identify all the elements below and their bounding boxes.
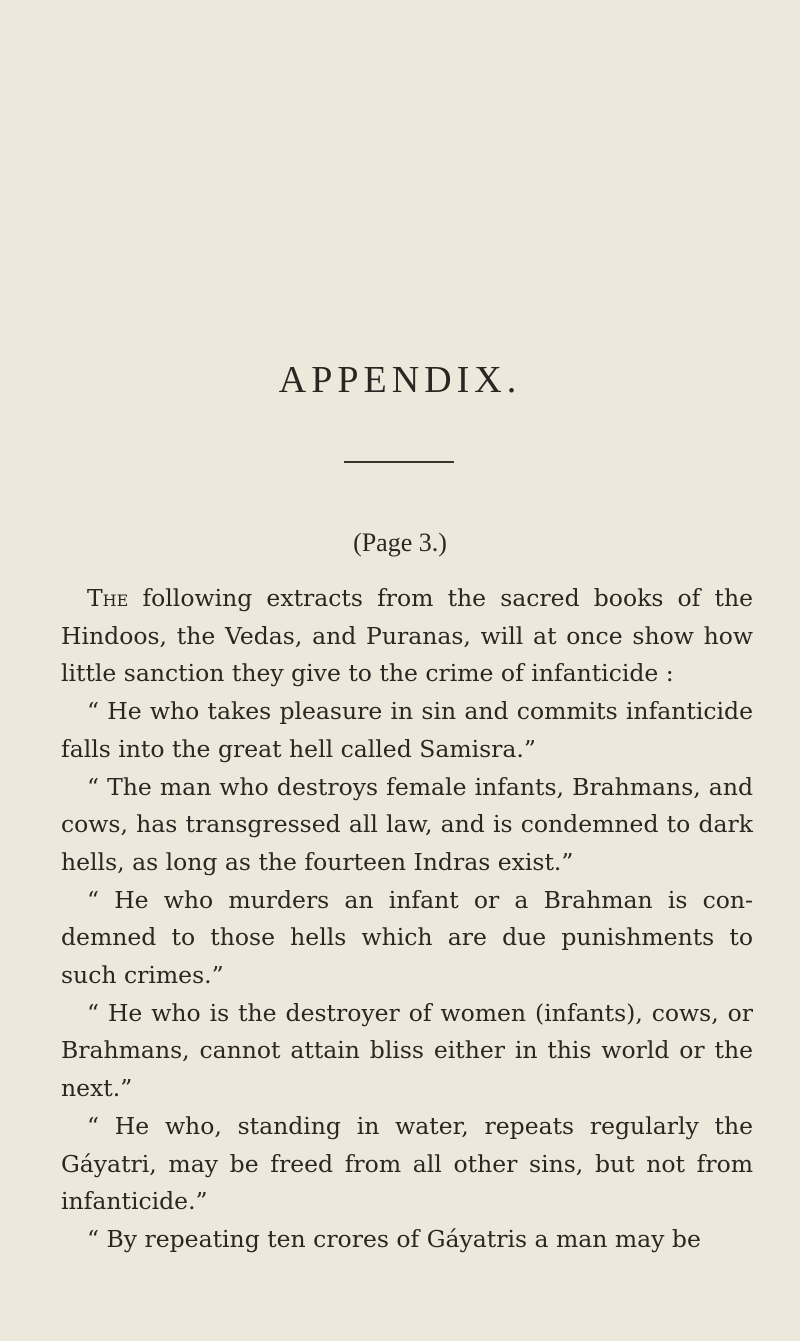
quote-paragraph: “ The man who destroys female infants, Brahmans, and cows, has transgressed all law, and is condemned to dark hells, as long as the fourteen Indras exist.” [61,772,753,876]
appendix-body [61,580,753,1259]
quote-paragraph: “ He who murders an infant or a Brahman is condemned to those hells which are due punishments to such crimes.” [61,885,753,990]
quote-paragraph: “ He who takes pleasure in sin and commits infanticide falls into the great hell called Samisra.” [61,697,753,763]
heading-divider [344,461,454,463]
quote-paragraph: “ He who, standing in water, repeats regularly the Gáyatri, may be freed from all other sins, but not from infanticide.” [61,1111,753,1216]
quote-paragraph: “ He who is the destroyer of women (infants), cows, or Brahmans, cannot attain bliss either in this world or the next.” [61,998,753,1103]
intro-lead-word: The [87,584,129,612]
intro-paragraph [61,580,753,693]
quote-paragraph: “ By repeating ten crores of Gáyatris a man may be [87,1224,701,1253]
intro-text: following extracts from the sacred books of the Hindoos, the Vedas, and Puranas, will at once show how little sanction they give to the crime of infanticide : [61,584,753,688]
appendix-heading: APPENDIX. [278,359,522,401]
page-reference: (Page 3.) [353,528,447,557]
